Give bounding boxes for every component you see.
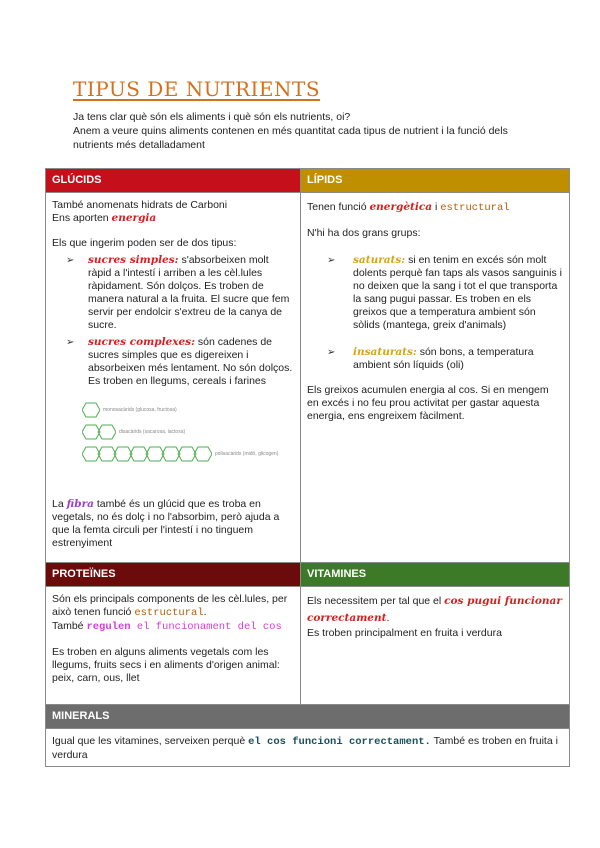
fibra-paragraph: La fibra també és un glúcid que es troba en vegetals, no és dolç i no l'absorbim, però ajuda a que la femta circuli per l'intestí i no tinguem estrenyiment <box>52 498 280 549</box>
glucids-types-intro: Els que ingerim poden ser de dos tipus: <box>52 237 237 249</box>
list-item-complex-sugars: ➢ sucres complexes: són cadenes de sucres simples que es digereixen i absorbeixen més lentament. No són dolços. Es troben en llegums, cereals i farines <box>52 336 294 388</box>
minerals-cell <box>46 729 570 767</box>
hexagon-diagram-poly: polisacàrids (midó, glicogen) <box>82 446 294 462</box>
arrow-bullet-icon: ➢ <box>66 337 75 348</box>
nutrients-table <box>45 168 570 767</box>
hexagon-chain-icon <box>82 446 212 462</box>
proteins-line-2: També regulen el funcionament del cos <box>52 620 282 633</box>
lipids-groups: N'hi ha dos grans grups: <box>307 227 421 239</box>
vitamins-cell <box>301 587 570 705</box>
lipids-cell <box>301 193 570 563</box>
simple-sugars-term: sucres simples: <box>88 254 179 266</box>
intro <box>73 110 533 152</box>
minerals-line-1: Igual que les vitamines, serveixen perquè el cos funcioni correctament. També es troben en fruita i verdura <box>52 735 558 761</box>
lipids-header: LÍPIDS <box>301 169 570 193</box>
page-title: TIPUS DE NUTRIENTS <box>73 77 321 101</box>
hexagon-chain-icon <box>82 424 116 440</box>
fibra-term: fibra <box>66 498 94 510</box>
proteins-line-1: Són els principals components de les cèl.lules, per això tenen funció estructural. <box>52 593 288 619</box>
list-item-simple-sugars: ➢ sucres simples: s'absorbeixen molt ràpid a l'intestí i arriben a les cèl.lules ràpidament. Són dolços. Es troben de manera natural a la fruita. El sucre que fem servir per endolcir s'extreu de la canya de sucre. <box>52 254 294 332</box>
minerals-header: MINERALS <box>46 705 570 729</box>
hexagon-diagram-di: disacàrids (sacarosa, lactosa) <box>82 424 294 440</box>
proteins-cell <box>46 587 301 705</box>
arrow-bullet-icon: ➢ <box>66 255 75 266</box>
list-item-saturated: ➢ saturats: si en tenim en excés són molt dolents perquè fan taps als vasos sanguinis i no deixen que la sang i tot el que transporta la sang pugui passar. Es troben en els greixos que a temperatura ambient són sòlids (mantega, greix d'animals) <box>307 254 563 332</box>
intro-line-1: Ja tens clar què són els aliments i què són els nutrients, oi? <box>73 111 351 123</box>
lipids-closing: Els greixos acumulen energia al cos. Si en mengem en excés i no feu prou activitat per gastar aquesta energia, ens engreixem fàcilment. <box>307 384 549 422</box>
glucids-header: GLÚCIDS <box>46 169 301 193</box>
glucids-cell <box>46 193 301 563</box>
list-item-unsaturated: ➢ insaturats: són bons, a temperatura ambient són líquids (oli) <box>307 346 563 372</box>
glucids-line-1: També anomenats hidrats de Carboni <box>52 199 228 211</box>
hexagon-diagram-mono: monosacàrids (glucosa, fructosa) <box>82 402 294 418</box>
lipids-line-1: Tenen funció energètica i estructural <box>307 201 510 214</box>
arrow-bullet-icon: ➢ <box>327 347 336 358</box>
vitamins-line-1: Els necessitem per tal que el cos pugui funcionar correctament. <box>307 595 562 624</box>
vitamins-line-2: Es troben principalment en fruita i verdura <box>307 627 502 639</box>
complex-sugars-term: sucres complexes: <box>88 336 195 348</box>
arrow-bullet-icon: ➢ <box>327 255 336 266</box>
energia-term: energia <box>111 212 157 224</box>
vitamins-header: VITAMINES <box>301 563 570 587</box>
proteins-header: PROTEÏNES <box>46 563 301 587</box>
proteins-line-3: Es troben en alguns aliments vegetals com les llegums, fruits secs i en aliments d'origen animal: peix, carn, ous, llet <box>52 646 280 684</box>
glucids-line-2: Ens aporten energia <box>52 212 157 224</box>
intro-line-2: Anem a veure quins aliments contenen en més quantitat cada tipus de nutrient i la funció dels nutrients més detalladament <box>73 125 508 151</box>
hexagon-chain-icon <box>82 402 100 418</box>
